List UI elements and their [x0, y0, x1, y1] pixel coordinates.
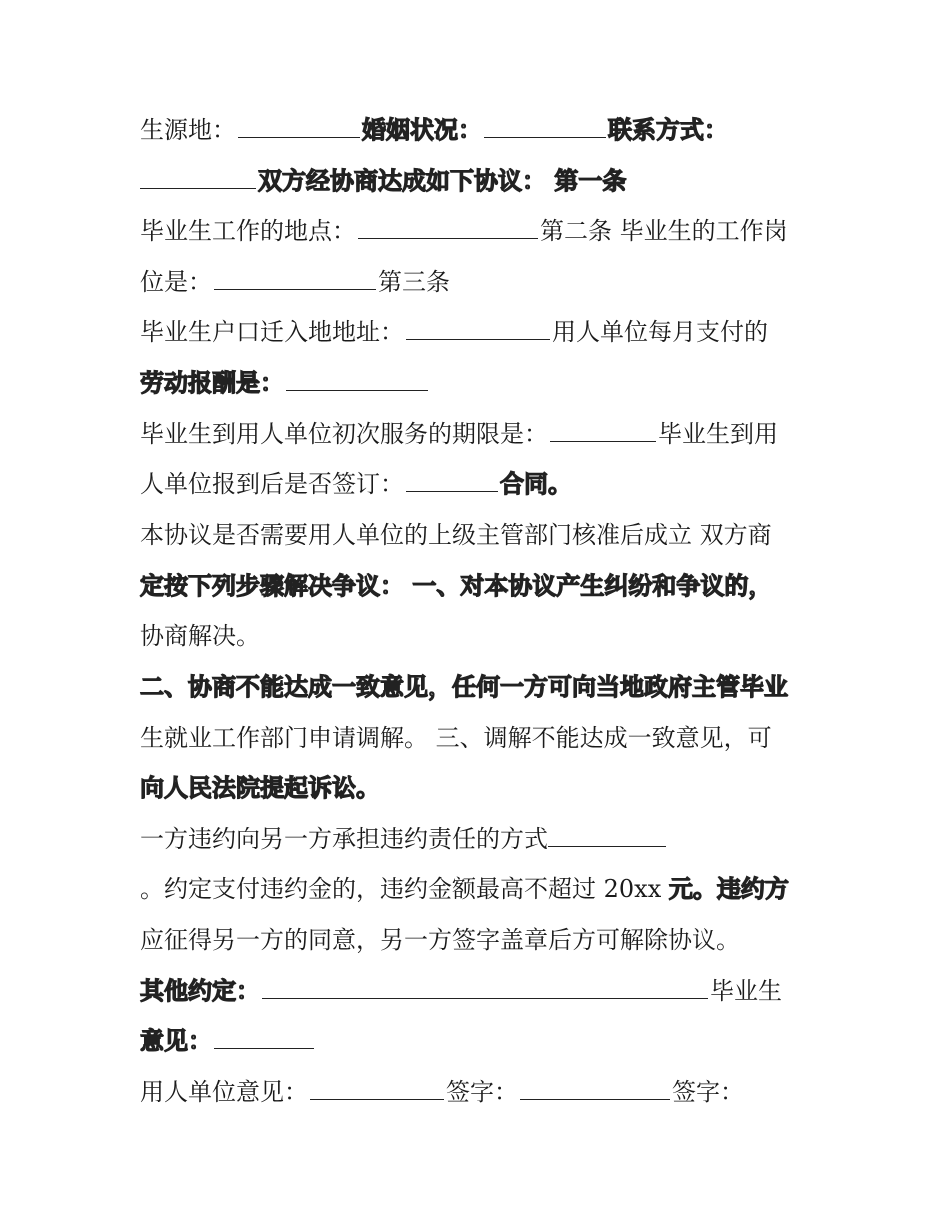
label-household-address: 毕业生户口迁入地地址： [140, 318, 404, 346]
text-line-10 [140, 566, 820, 606]
text-line-13 [140, 718, 820, 758]
blank-breach-liability [548, 824, 666, 847]
blank-contact [140, 166, 256, 189]
blank-service-period [550, 419, 656, 442]
text-line-19 [140, 1021, 820, 1061]
label-signature-2: 签字： [672, 1078, 744, 1106]
paragraph-dispute-steps: 定按下列步骤解决争议： 一、对本协议产生纠纷和争议的， [140, 572, 773, 600]
text-line-20 [140, 1072, 820, 1112]
label-article-2: 第二条 毕业生的工作岗 [540, 217, 788, 245]
text-line-14 [140, 768, 820, 808]
text-line-3 [140, 211, 820, 251]
paragraph-approval: 本协议是否需要用人单位的上级主管部门核准后成立 双方商 [140, 521, 772, 549]
label-service-period: 毕业生到用人单位初次服务的期限是： [140, 420, 548, 448]
text-line-5 [140, 312, 820, 352]
paragraph-mediation-2: 生就业工作部门申请调解。 三、调解不能达成一致意见，可 [140, 724, 772, 752]
blank-origin [238, 115, 360, 138]
text-line-15 [140, 819, 820, 859]
text-line-8 [140, 464, 820, 504]
label-position: 位是： [140, 268, 212, 296]
paragraph-termination: 应征得另一方的同意，另一方签字盖章后方可解除协议。 [140, 926, 740, 954]
blank-marital-status [484, 115, 606, 138]
text-line-9 [140, 515, 820, 555]
text-line-6 [140, 363, 820, 403]
label-sign-contract: 人单位报到后是否签订： [140, 470, 404, 498]
text-line-12 [140, 667, 820, 707]
text-line-2 [140, 161, 820, 201]
blank-graduate-opinion [214, 1026, 314, 1049]
blank-remuneration [286, 368, 428, 391]
label-contract: 合同。 [500, 470, 572, 498]
label-article-3: 第三条 [378, 268, 450, 296]
paragraph-negotiation: 协商解决。 [140, 622, 260, 650]
label-other-terms: 其他约定： [140, 977, 260, 1005]
label-contact: 联系方式： [608, 116, 728, 144]
label-report-to: 毕业生到用 [658, 420, 778, 448]
blank-signature-1 [520, 1077, 670, 1100]
blank-household-address [406, 317, 550, 340]
agreement-intro: 双方经协商达成如下协议： 第一条 [258, 167, 627, 195]
label-origin: 生源地： [140, 116, 236, 144]
label-graduate: 毕业生 [710, 977, 782, 1005]
label-monthly-pay: 用人单位每月支付的 [552, 318, 768, 346]
label-remuneration: 劳动报酬是： [140, 369, 284, 397]
text-line-16 [140, 869, 820, 909]
paragraph-mediation-1: 二、协商不能达成一致意见，任何一方可向当地政府主管毕业 [140, 673, 788, 701]
paragraph-penalty: 。约定支付违约金的，违约金额最高不超过 20xx [140, 875, 669, 903]
text-line-7 [140, 414, 820, 454]
text-line-1 [140, 110, 820, 150]
label-work-place: 毕业生工作的地点： [140, 217, 356, 245]
label-marital-status: 婚姻状况： [362, 116, 482, 144]
text-line-11 [140, 616, 820, 656]
label-employer-opinion: 用人单位意见： [140, 1078, 308, 1106]
text-line-18 [140, 971, 820, 1011]
paragraph-penalty-yuan: 元。违约方 [668, 875, 789, 903]
paragraph-lawsuit: 向人民法院提起诉讼。 [140, 774, 380, 802]
blank-work-place [358, 216, 538, 239]
label-signature-1: 签字： [446, 1078, 518, 1106]
label-graduate-opinion: 意见： [140, 1027, 212, 1055]
blank-contract [406, 469, 498, 492]
blank-position [214, 267, 376, 290]
blank-employer-opinion [310, 1077, 444, 1100]
blank-other-terms [262, 976, 708, 999]
text-line-4 [140, 262, 820, 302]
text-line-17 [140, 920, 820, 960]
label-breach-liability: 一方违约向另一方承担违约责任的方式 [140, 825, 548, 853]
